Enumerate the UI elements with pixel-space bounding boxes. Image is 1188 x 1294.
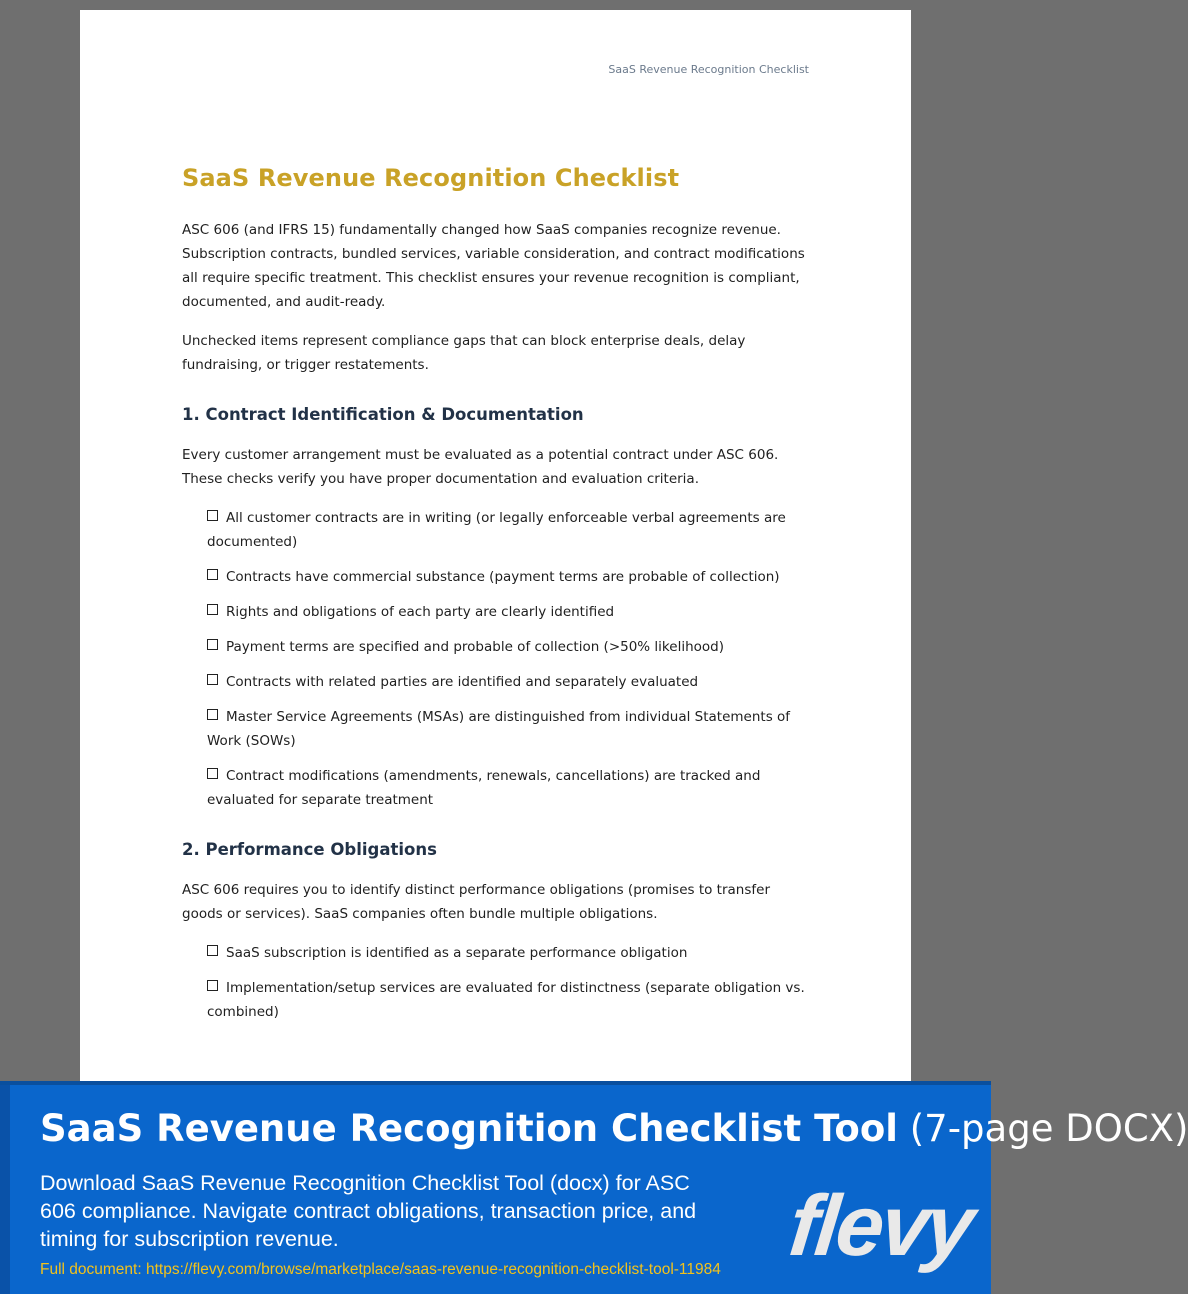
checklist-item-text: Contract modifications (amendments, renewals, cancellations) are tracked and evaluated for separate treatment [207,768,761,808]
checkbox-icon[interactable] [207,768,218,779]
checklist-item [207,670,810,694]
checklist-item [207,565,810,589]
checkbox-icon[interactable] [207,569,218,580]
checkbox-icon[interactable] [207,510,218,521]
checklist [207,941,810,1024]
promo-banner [0,1081,1188,1294]
section-heading: 2. Performance Obligations [182,840,437,859]
checklist-item-text: SaaS subscription is identified as a separate performance obligation [226,945,688,961]
checkbox-icon[interactable] [207,639,218,650]
checklist-item [207,600,810,624]
checklist-item-text: Master Service Agreements (MSAs) are distinguished from individual Statements of Work (SOWs) [207,709,791,749]
checklist-item-text: Payment terms are specified and probable of collection (>50% likelihood) [226,639,724,655]
intro-paragraph: Unchecked items represent compliance gaps that can block enterprise deals, delay fundraising, or trigger restatements. [182,333,746,373]
checklist-item [207,764,810,812]
checklist-item-text: Contracts have commercial substance (payment terms are probable of collection) [226,569,780,585]
flevy-logo: flevy [784,1178,977,1274]
checklist-item [207,976,810,1024]
checklist [207,506,810,812]
banner-stripe [0,1085,10,1294]
banner-title-suffix: (7-page DOCX) [909,1107,1188,1150]
running-header: SaaS Revenue Recognition Checklist [608,63,809,76]
checkbox-icon[interactable] [207,980,218,991]
checklist-item-text: All customer contracts are in writing (or legally enforceable verbal agreements are documented) [207,510,786,550]
checklist-item [207,635,810,659]
document-page [80,10,911,1085]
section-description: Every customer arrangement must be evaluated as a potential contract under ASC 606. These checks verify you have proper documentation and evaluation criteria. [182,447,779,487]
banner-title-main: SaaS Revenue Recognition Checklist Tool [40,1107,898,1150]
document-link[interactable]: Full document: https://flevy.com/browse/marketplace/saas-revenue-recognition-checklist-tool-11984 [40,1261,721,1278]
checkbox-icon[interactable] [207,709,218,720]
checkbox-icon[interactable] [207,604,218,615]
checklist-item-text: Implementation/setup services are evaluated for distinctness (separate obligation vs. combined) [207,980,805,1020]
section-description: ASC 606 requires you to identify distinct performance obligations (promises to transfer goods or services). SaaS companies often bundle multiple obligations. [182,882,771,922]
checklist-item-text: Rights and obligations of each party are clearly identified [226,604,615,620]
section-heading: 1. Contract Identification & Documentation [182,405,584,424]
checkbox-icon[interactable] [207,945,218,956]
checklist-item [207,506,810,554]
banner-description: Download SaaS Revenue Recognition Checklist Tool (docx) for ASC 606 compliance. Navigate contract obligations, transaction price, and timing for subscription revenue. [40,1171,697,1251]
banner-title [40,1107,1188,1150]
intro-paragraph: ASC 606 (and IFRS 15) fundamentally changed how SaaS companies recognize revenue. Subscription contracts, bundled services, variable consideration, and contract modifications all require specific treatment. This checklist ensures your revenue recognition is compliant, documented, and audit-ready. [182,222,805,310]
checkbox-icon[interactable] [207,674,218,685]
checklist-item-text: Contracts with related parties are identified and separately evaluated [226,674,699,690]
checklist-item [207,941,810,965]
checklist-item [207,705,810,753]
document-title: SaaS Revenue Recognition Checklist [182,164,680,192]
document-body [182,164,810,1035]
